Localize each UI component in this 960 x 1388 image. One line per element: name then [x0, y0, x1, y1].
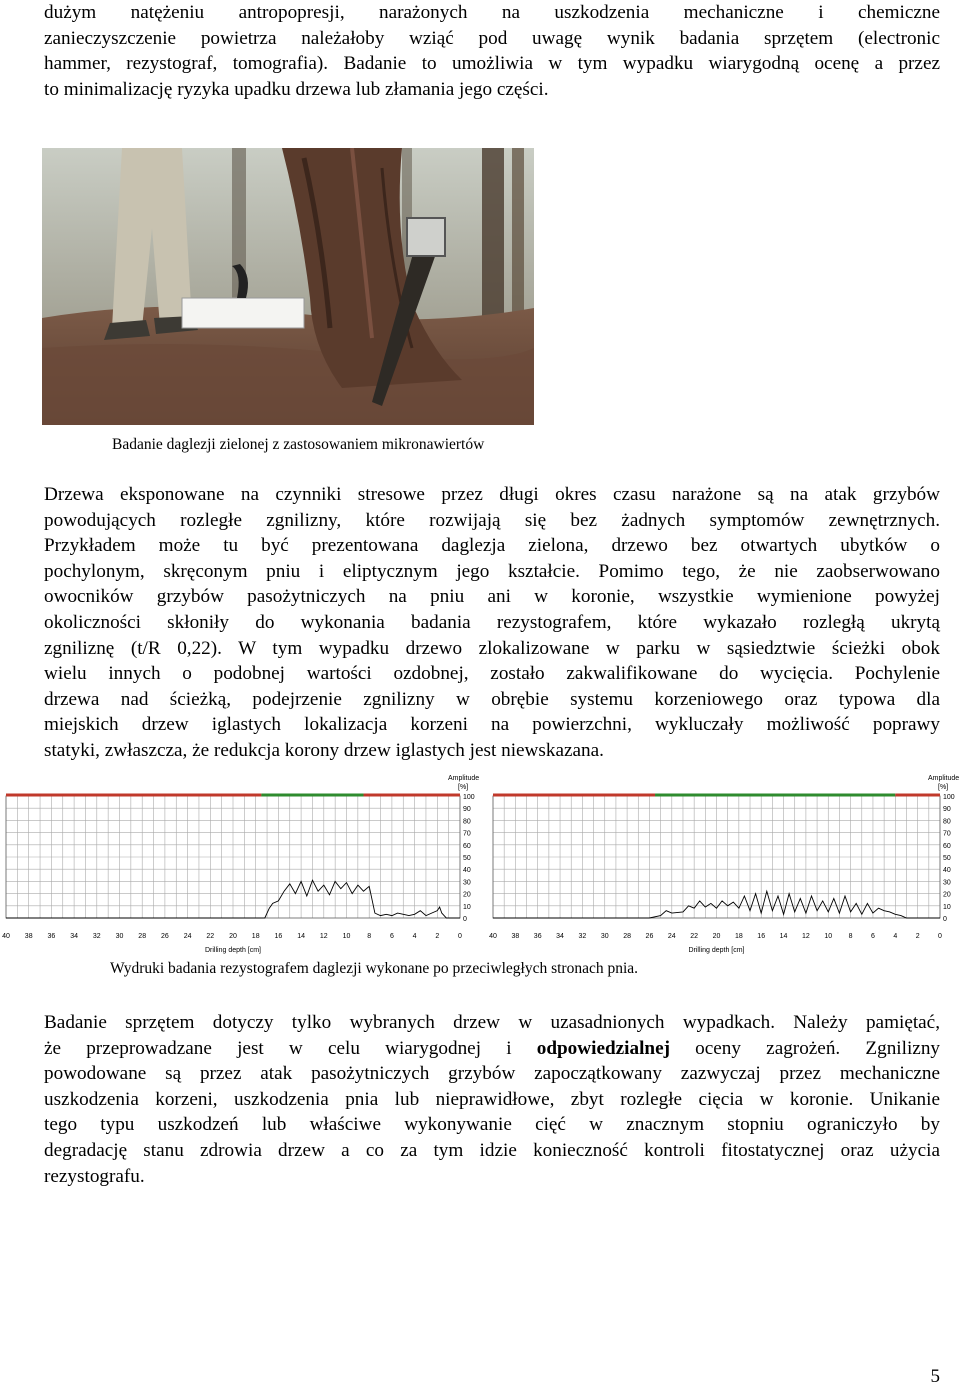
x-tick-label: 26	[161, 933, 169, 940]
x-tick-label: 14	[779, 933, 788, 940]
x-tick-label: 38	[511, 933, 520, 940]
x-tick-label: 8	[848, 933, 853, 940]
x-tick-label: 12	[802, 933, 810, 940]
y-tick-label: 50	[463, 855, 471, 862]
text-line: to minimalizację ryzyka upadku drzewa lub złamania jego części.	[44, 78, 549, 100]
x-tick-label: 2	[915, 933, 920, 940]
y-tick-label: 90	[463, 806, 471, 814]
text-run: uszkodzenia korzeni, uszkodzenia pnia lub nieprawidłowe, zbyt rozległe cięcia w koronie. Unikanie	[44, 1088, 940, 1110]
text-run: degradację stanu zdrowia drzew a co za tym idzie konieczność kontroli fitostatycznej oraz użycia	[44, 1139, 940, 1161]
y-axis-unit: [%]	[458, 784, 469, 791]
text-line: wielu innych o podobnej wartości ozdobnej, zostało zakwalifikowane do wycięcia. Pochylenie	[44, 663, 940, 685]
y-tick-label: 20	[463, 891, 471, 899]
y-tick-label: 30	[943, 879, 951, 887]
text-line	[44, 1087, 940, 1113]
text-line: drzewa nad ścieżką, podejrzenie zgnilizny w obrębie systemu korzeniowego oraz typowa dla	[44, 688, 940, 710]
page-number: 5	[930, 1366, 940, 1387]
x-tick-label: 26	[645, 933, 654, 940]
x-tick-label: 20	[229, 933, 237, 940]
x-tick-label: 18	[251, 933, 260, 940]
x-tick-label: 12	[319, 933, 328, 940]
photo-caption: Badanie daglezji zielonej z zastosowaniem mikronawiertów	[112, 436, 485, 453]
x-tick-label: 6	[870, 933, 875, 940]
y-tick-label: 90	[943, 806, 951, 814]
text-line: zgniliznę (t/R 0,22). W tym wypadku drzewo zlokalizowane w parku w sąsiedztwie ścieżki obok	[44, 637, 940, 659]
x-tick-label: 34	[556, 933, 564, 940]
x-tick-label: 34	[70, 933, 78, 940]
text-line: pochylonym, skręconym pniu i eliptycznym jego kształcie. Pomimo tego, że nie zaobserwowano	[44, 560, 940, 582]
text-line: owocników grzybów pasożytniczych na pniu ani w koronie, wszystkie wymienione powyżej	[44, 586, 940, 608]
y-tick-label: 30	[463, 879, 471, 887]
x-tick-label: 4	[412, 933, 417, 940]
text-line	[44, 1061, 940, 1087]
x-tick-label: 8	[367, 933, 372, 940]
paragraph-main	[44, 482, 940, 764]
x-tick-label: 0	[938, 933, 942, 940]
x-tick-label: 2	[435, 933, 440, 940]
text-line	[44, 1164, 940, 1190]
y-tick-label: 20	[943, 891, 951, 899]
y-tick-label: 40	[943, 867, 951, 875]
x-tick-label: 14	[297, 933, 305, 940]
tree-drilling-photo	[42, 148, 534, 425]
text-line	[44, 1036, 940, 1062]
y-tick-label: 80	[463, 818, 471, 826]
x-tick-label: 0	[458, 933, 462, 940]
x-tick-label: 22	[206, 933, 215, 940]
x-tick-label: 32	[92, 933, 101, 940]
text-run: że przeprowadzane jest w celu wiarygodnej i	[44, 1037, 537, 1059]
x-tick-label: 16	[274, 933, 283, 940]
text-line: miejskich drzew iglastych lokalizacja korzeni na powierzchni, wykluczały możliwość poprawy	[44, 714, 940, 736]
y-tick-label: 0	[943, 916, 947, 923]
x-tick-label: 20	[712, 933, 721, 940]
y-tick-label: 60	[463, 842, 471, 850]
x-tick-label: 18	[734, 933, 743, 940]
y-tick-label: 0	[463, 916, 467, 923]
text-line: okoliczności skłoniły do wykonania badania rezystografem, które wykazało rozległą ukrytą	[44, 611, 940, 633]
text-line: hammer, rezystograf, tomografia). Badanie to umożliwia w tym wypadku wiarygodną ocenę a przez	[44, 53, 940, 75]
x-tick-label: 40	[2, 933, 10, 940]
bold-text: odpowiedzialnej	[536, 1037, 670, 1059]
photo-illustration	[42, 148, 534, 425]
x-tick-label: 22	[690, 933, 699, 940]
text-line: dużym natężeniu antropopresji, narażonych na uszkodzenia mechaniczne i chemiczne	[44, 2, 940, 23]
x-tick-label: 28	[138, 933, 147, 940]
resistograph-chart-right	[485, 770, 960, 960]
text-run: rezystografu.	[44, 1165, 145, 1187]
y-tick-label: 100	[943, 794, 955, 801]
x-tick-label: 40	[489, 933, 497, 940]
y-axis-label: Amplitude	[448, 775, 480, 782]
text-run: oceny zagrożeń. Zgnilizny	[670, 1037, 941, 1059]
y-tick-label: 100	[463, 794, 475, 801]
x-tick-label: 6	[389, 933, 394, 940]
text-run: powodowane są przez atak pasożytniczych grzybów zapoczątkowany zazwyczaj przez mechaniczne	[44, 1063, 940, 1085]
x-tick-label: 16	[757, 933, 766, 940]
y-tick-label: 40	[463, 867, 471, 875]
y-axis-label: Amplitude	[928, 775, 960, 782]
resistograph-chart-left	[0, 770, 490, 960]
text-line: Przykładem może tu być prezentowana daglezja zielona, drzewo bez otwartych ubytków o	[44, 535, 940, 557]
x-tick-label: 30	[600, 933, 609, 940]
x-tick-label: 24	[183, 933, 192, 940]
paragraph-intro	[44, 0, 940, 102]
x-tick-label: 28	[623, 933, 631, 940]
x-tick-label: 4	[893, 933, 898, 940]
y-tick-label: 70	[463, 830, 471, 838]
x-axis-label: Drilling depth [cm]	[204, 947, 262, 954]
x-tick-label: 38	[24, 933, 33, 940]
y-tick-label: 50	[943, 855, 951, 862]
x-tick-label: 10	[342, 933, 351, 940]
x-tick-label: 36	[533, 933, 542, 940]
text-line	[44, 1010, 940, 1036]
y-tick-label: 60	[943, 842, 951, 850]
x-tick-label: 36	[47, 933, 56, 940]
text-run: tego typu uszkodzeń lub właściwe wykonywanie cięć w znacznym stopniu ograniczyło by	[44, 1114, 940, 1136]
text-line: zanieczyszczenie powietrza należałoby wziąć pod uwagę wynik badania sprzętem (electronic	[44, 27, 940, 49]
text-line	[44, 1138, 940, 1164]
x-tick-label: 24	[667, 933, 676, 940]
text-line: powodujących rozległe zgnilizny, które rozwijają się bez żadnych symptomów zewnętrznych.	[44, 509, 940, 531]
x-tick-label: 30	[115, 933, 124, 940]
text-line: statyki, zwłaszcza, że redukcja korony drzew iglastych jest niewskazana.	[44, 739, 604, 761]
y-tick-label: 70	[943, 830, 951, 838]
y-axis-unit: [%]	[938, 784, 949, 791]
text-line	[44, 1112, 940, 1138]
chart-svg-right	[485, 770, 960, 960]
text-run: Badanie sprzętem dotyczy tylko wybranych drzew w uzasadnionych wypadkach. Należy pamiętać,	[44, 1012, 940, 1033]
chart-svg-left	[0, 770, 490, 960]
paragraph-conclusion	[44, 1010, 940, 1189]
y-tick-label: 80	[943, 818, 951, 826]
x-axis-label: Drilling depth [cm]	[688, 947, 745, 954]
x-tick-label: 32	[578, 933, 587, 940]
text-line: Drzewa eksponowane na czynniki stresowe przez długi okres czasu narażone są na atak grzybów	[44, 484, 940, 505]
x-tick-label: 10	[824, 933, 833, 940]
y-tick-label: 10	[463, 903, 471, 911]
figure-caption: Wydruki badania rezystografem daglezji wykonane po przeciwległych stronach pnia.	[110, 960, 639, 977]
y-tick-label: 10	[943, 903, 951, 911]
